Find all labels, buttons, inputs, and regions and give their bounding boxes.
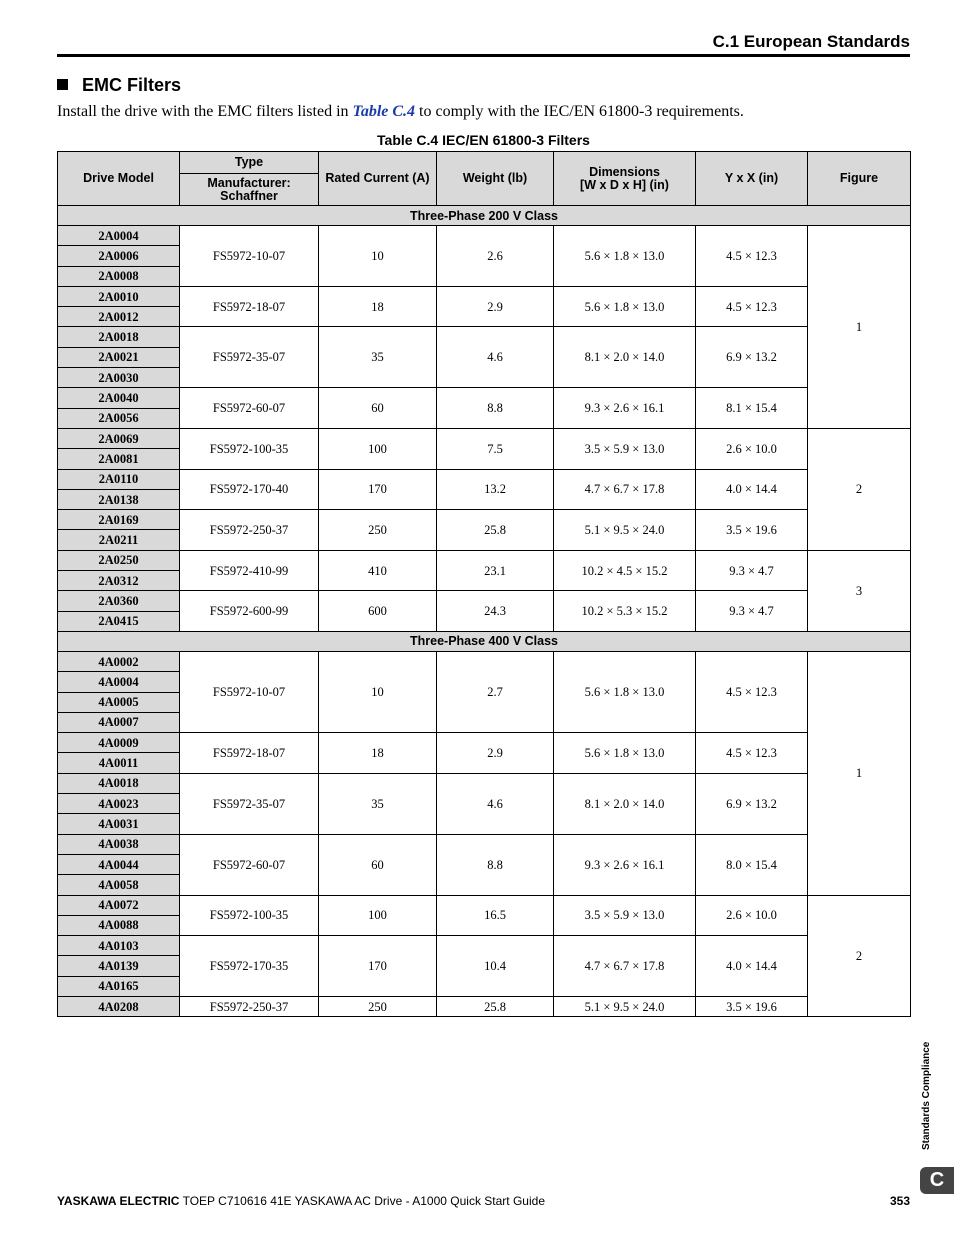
filter-type-cell: FS5972-18-07	[180, 733, 319, 774]
dimensions-cell: 10.2 × 5.3 × 15.2	[554, 591, 696, 632]
dimensions-cell: 8.1 × 2.0 × 14.0	[554, 327, 696, 388]
filter-type-cell: FS5972-170-40	[180, 469, 319, 510]
yx-cell: 4.5 × 12.3	[696, 733, 808, 774]
yx-cell: 9.3 × 4.7	[696, 550, 808, 591]
rated-current-cell: 100	[319, 895, 437, 936]
dimensions-cell: 9.3 × 2.6 × 16.1	[554, 834, 696, 895]
drive-model-cell: 2A0040	[58, 388, 180, 408]
drive-model-cell: 2A0138	[58, 489, 180, 509]
rated-current-cell: 18	[319, 286, 437, 327]
table-caption: Table C.4 IEC/EN 61800-3 Filters	[377, 132, 590, 148]
footer-brand: YASKAWA ELECTRIC	[57, 1194, 180, 1208]
yx-cell: 4.0 × 14.4	[696, 936, 808, 997]
yx-cell: 2.6 × 10.0	[696, 428, 808, 469]
table-body	[58, 206, 911, 1017]
drive-model-cell: 2A0069	[58, 428, 180, 448]
header-figure: Figure	[808, 152, 911, 206]
header-dimensions-line2: [W x D x H] (in)	[580, 177, 669, 192]
drive-model-cell: 4A0011	[58, 753, 180, 773]
dimensions-cell: 10.2 × 4.5 × 15.2	[554, 550, 696, 591]
weight-cell: 7.5	[437, 428, 554, 469]
rated-current-cell: 60	[319, 388, 437, 429]
yx-cell: 8.0 × 15.4	[696, 834, 808, 895]
drive-model-cell: 4A0007	[58, 712, 180, 732]
drive-model-cell: 2A0110	[58, 469, 180, 489]
filter-type-cell: FS5972-60-07	[180, 834, 319, 895]
table-row	[58, 226, 911, 246]
drive-model-cell: 4A0139	[58, 956, 180, 976]
table-row	[58, 651, 911, 671]
yx-cell: 6.9 × 13.2	[696, 327, 808, 388]
table-row	[58, 733, 911, 753]
heading-text: EMC Filters	[82, 75, 182, 95]
emc-filter-table	[57, 151, 911, 1017]
dimensions-cell: 4.7 × 6.7 × 17.8	[554, 936, 696, 997]
drive-model-cell: 4A0072	[58, 895, 180, 915]
section-header: C.1 European Standards	[57, 30, 910, 57]
header-dimensions-line1: Dimensions	[589, 164, 660, 179]
header-weight: Weight (lb)	[437, 152, 554, 206]
rated-current-cell: 35	[319, 327, 437, 388]
dimensions-cell: 5.1 × 9.5 × 24.0	[554, 510, 696, 551]
table-row	[58, 327, 911, 347]
dimensions-cell: 9.3 × 2.6 × 16.1	[554, 388, 696, 429]
yx-cell: 3.5 × 19.6	[696, 996, 808, 1016]
header-type: Type	[180, 152, 319, 174]
drive-model-cell: 4A0031	[58, 814, 180, 834]
drive-model-cell: 2A0030	[58, 368, 180, 388]
weight-cell: 13.2	[437, 469, 554, 510]
table-row	[58, 388, 911, 408]
rated-current-cell: 410	[319, 550, 437, 591]
rated-current-cell: 170	[319, 936, 437, 997]
drive-model-cell: 2A0012	[58, 307, 180, 327]
filter-type-cell: FS5972-60-07	[180, 388, 319, 429]
dimensions-cell: 5.6 × 1.8 × 13.0	[554, 286, 696, 327]
dimensions-cell: 5.6 × 1.8 × 13.0	[554, 733, 696, 774]
filter-type-cell: FS5972-170-35	[180, 936, 319, 997]
drive-model-cell: 4A0088	[58, 915, 180, 935]
class-row	[58, 206, 911, 226]
table-row	[58, 286, 911, 306]
yx-cell: 6.9 × 13.2	[696, 773, 808, 834]
drive-model-cell: 4A0004	[58, 672, 180, 692]
table-row	[58, 591, 911, 611]
yx-cell: 3.5 × 19.6	[696, 510, 808, 551]
figure-cell: 1	[808, 651, 911, 895]
drive-model-cell: 4A0005	[58, 692, 180, 712]
weight-cell: 10.4	[437, 936, 554, 997]
intro-text-after: to comply with the IEC/EN 61800-3 requirements.	[415, 103, 744, 120]
filter-type-cell: FS5972-600-99	[180, 591, 319, 632]
table-row	[58, 550, 911, 570]
header-drive-model: Drive Model	[58, 152, 180, 206]
filter-type-cell: FS5972-410-99	[180, 550, 319, 591]
rated-current-cell: 35	[319, 773, 437, 834]
footer-document-title: TOEP C710616 41E YASKAWA AC Drive - A1000 Quick Start Guide	[179, 1194, 545, 1208]
figure-cell: 1	[808, 226, 911, 429]
drive-model-cell: 4A0009	[58, 733, 180, 753]
figure-cell: 3	[808, 550, 911, 631]
weight-cell: 25.8	[437, 996, 554, 1016]
weight-cell: 8.8	[437, 388, 554, 429]
drive-model-cell: 2A0081	[58, 449, 180, 469]
table-row	[58, 469, 911, 489]
yx-cell: 9.3 × 4.7	[696, 591, 808, 632]
drive-model-cell: 2A0018	[58, 327, 180, 347]
weight-cell: 4.6	[437, 773, 554, 834]
dimensions-cell: 5.6 × 1.8 × 13.0	[554, 226, 696, 287]
drive-model-cell: 2A0415	[58, 611, 180, 631]
drive-model-cell: 4A0002	[58, 651, 180, 671]
section-heading	[57, 74, 181, 96]
filter-type-cell: FS5972-10-07	[180, 226, 319, 287]
yx-cell: 8.1 × 15.4	[696, 388, 808, 429]
filter-type-cell: FS5972-100-35	[180, 428, 319, 469]
drive-model-cell: 2A0010	[58, 286, 180, 306]
header-dimensions	[554, 152, 696, 206]
heading-bullet-icon	[57, 79, 68, 90]
rated-current-cell: 60	[319, 834, 437, 895]
chapter-tab[interactable]: C	[920, 1167, 954, 1194]
dimensions-cell: 3.5 × 5.9 × 13.0	[554, 428, 696, 469]
yx-cell: 4.5 × 12.3	[696, 226, 808, 287]
drive-model-cell: 4A0018	[58, 773, 180, 793]
yx-cell: 4.5 × 12.3	[696, 286, 808, 327]
header-rated-current: Rated Current (A)	[319, 152, 437, 206]
weight-cell: 4.6	[437, 327, 554, 388]
rated-current-cell: 250	[319, 510, 437, 551]
drive-model-cell: 2A0211	[58, 530, 180, 550]
yx-cell: 4.5 × 12.3	[696, 651, 808, 732]
table-reference-link[interactable]: Table C.4	[352, 103, 416, 120]
header-manufacturer: Manufacturer: Schaffner	[180, 174, 319, 206]
filter-type-cell: FS5972-18-07	[180, 286, 319, 327]
intro-paragraph	[57, 102, 744, 122]
drive-model-cell: 4A0044	[58, 854, 180, 874]
intro-text-before: Install the drive with the EMC filters listed in	[57, 103, 353, 120]
drive-model-cell: 2A0169	[58, 510, 180, 530]
rated-current-cell: 18	[319, 733, 437, 774]
weight-cell: 23.1	[437, 550, 554, 591]
filter-type-cell: FS5972-35-07	[180, 773, 319, 834]
filter-type-cell: FS5972-10-07	[180, 651, 319, 732]
weight-cell: 8.8	[437, 834, 554, 895]
rated-current-cell: 100	[319, 428, 437, 469]
drive-model-cell: 2A0312	[58, 571, 180, 591]
drive-model-cell: 4A0023	[58, 794, 180, 814]
table-row	[58, 773, 911, 793]
filter-type-cell: FS5972-100-35	[180, 895, 319, 936]
table-row	[58, 996, 911, 1016]
rated-current-cell: 10	[319, 651, 437, 732]
drive-model-cell: 2A0008	[58, 266, 180, 286]
drive-model-cell: 4A0165	[58, 976, 180, 996]
class-heading: Three-Phase 400 V Class	[58, 631, 911, 651]
dimensions-cell: 5.6 × 1.8 × 13.0	[554, 651, 696, 732]
figure-cell: 2	[808, 895, 911, 1017]
table-row	[58, 428, 911, 448]
drive-model-cell: 2A0021	[58, 347, 180, 367]
drive-model-cell: 2A0004	[58, 226, 180, 246]
drive-model-cell: 2A0250	[58, 550, 180, 570]
table-row	[58, 895, 911, 915]
rated-current-cell: 250	[319, 996, 437, 1016]
yx-cell: 4.0 × 14.4	[696, 469, 808, 510]
drive-model-cell: 4A0103	[58, 936, 180, 956]
yx-cell: 2.6 × 10.0	[696, 895, 808, 936]
side-chapter-label: Standards Compliance	[921, 1041, 932, 1150]
dimensions-cell: 5.1 × 9.5 × 24.0	[554, 996, 696, 1016]
rated-current-cell: 600	[319, 591, 437, 632]
figure-cell: 2	[808, 428, 911, 550]
page-footer	[57, 1193, 910, 1209]
table-row	[58, 936, 911, 956]
weight-cell: 2.9	[437, 286, 554, 327]
dimensions-cell: 8.1 × 2.0 × 14.0	[554, 773, 696, 834]
drive-model-cell: 4A0208	[58, 996, 180, 1016]
dimensions-cell: 4.7 × 6.7 × 17.8	[554, 469, 696, 510]
filter-type-cell: FS5972-250-37	[180, 510, 319, 551]
drive-model-cell: 4A0058	[58, 875, 180, 895]
drive-model-cell: 2A0056	[58, 408, 180, 428]
dimensions-cell: 3.5 × 5.9 × 13.0	[554, 895, 696, 936]
drive-model-cell: 2A0006	[58, 246, 180, 266]
drive-model-cell: 2A0360	[58, 591, 180, 611]
weight-cell: 2.7	[437, 651, 554, 732]
weight-cell: 24.3	[437, 591, 554, 632]
weight-cell: 25.8	[437, 510, 554, 551]
page-number: 353	[889, 1194, 910, 1208]
class-row	[58, 631, 911, 651]
filter-type-cell: FS5972-250-37	[180, 996, 319, 1016]
rated-current-cell: 170	[319, 469, 437, 510]
rated-current-cell: 10	[319, 226, 437, 287]
table-row	[58, 834, 911, 854]
weight-cell: 2.9	[437, 733, 554, 774]
weight-cell: 16.5	[437, 895, 554, 936]
drive-model-cell: 4A0038	[58, 834, 180, 854]
filter-type-cell: FS5972-35-07	[180, 327, 319, 388]
table-row	[58, 510, 911, 530]
weight-cell: 2.6	[437, 226, 554, 287]
class-heading: Three-Phase 200 V Class	[58, 206, 911, 226]
header-yx: Y x X (in)	[696, 152, 808, 206]
